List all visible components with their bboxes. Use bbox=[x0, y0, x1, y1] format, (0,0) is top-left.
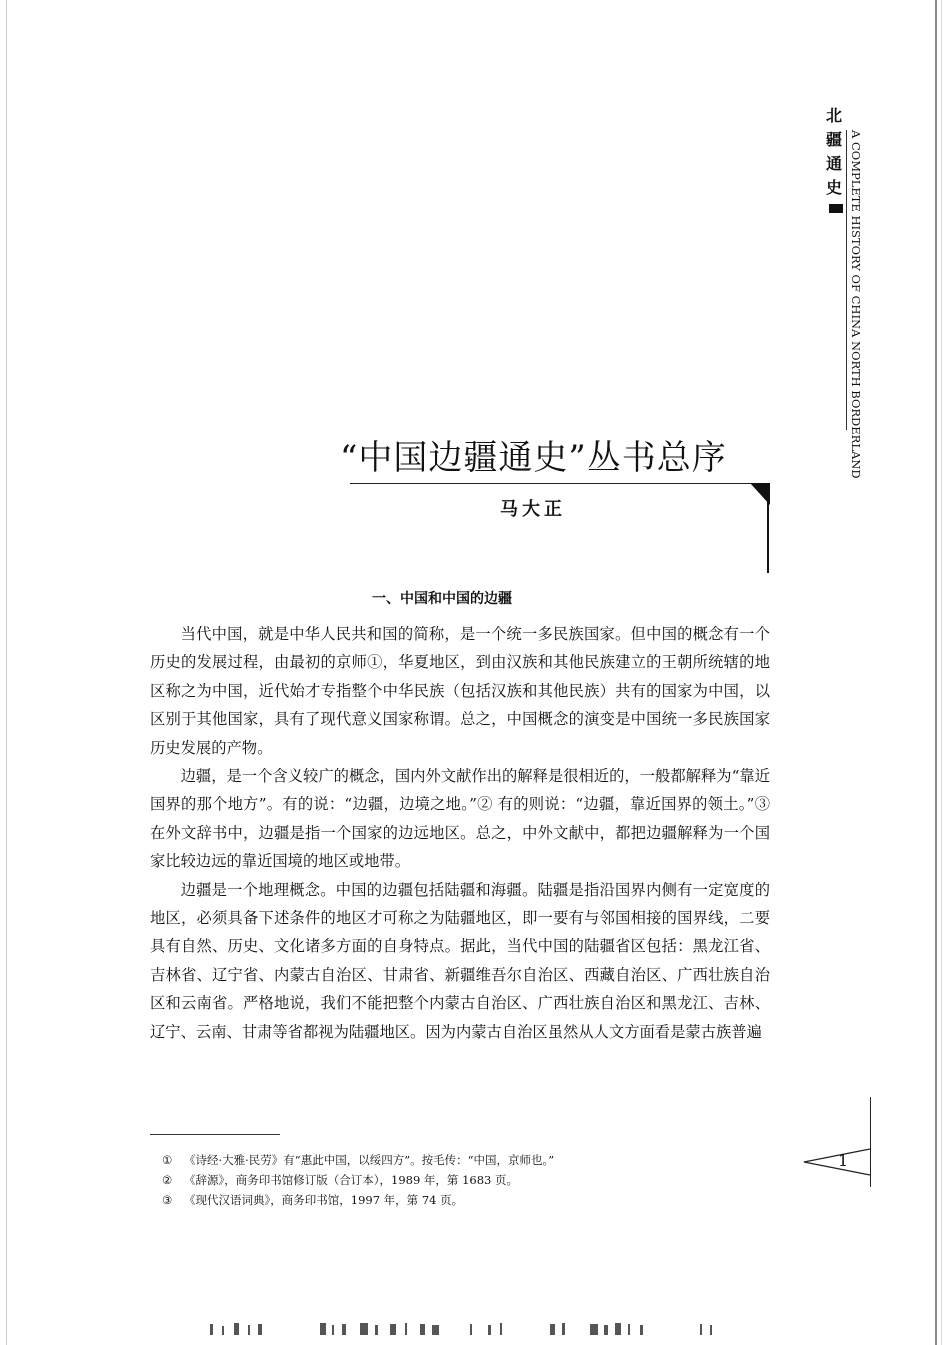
scan-edge-right bbox=[935, 0, 937, 1345]
scan-noise-strip bbox=[170, 1322, 730, 1336]
running-head-char: 史 bbox=[825, 178, 842, 197]
title-underline bbox=[350, 483, 768, 484]
page-number-arrow-icon bbox=[802, 1147, 872, 1177]
author-name: 马大正 bbox=[500, 499, 566, 520]
page-title: “中国边疆通史”丛书总序 bbox=[340, 438, 727, 478]
footnote-mark: ① bbox=[162, 1153, 173, 1167]
title-vertical-rule bbox=[767, 483, 769, 573]
running-head-char: 疆 bbox=[825, 130, 842, 149]
running-head-char: 通 bbox=[825, 154, 842, 173]
footnote bbox=[162, 1150, 722, 1170]
running-head-bar bbox=[829, 204, 843, 213]
footnote-text: 《辞源》，商务印书馆修订版（合订本），1989 年，第 1683 页。 bbox=[184, 1173, 518, 1187]
footnote-mark: ③ bbox=[162, 1193, 173, 1207]
footnote-mark: ② bbox=[162, 1173, 173, 1187]
running-head-char: 北 bbox=[825, 106, 842, 125]
footnote-text: 《诗经·大雅·民劳》有“惠此中国，以绥四方”。按毛传：“中国，京师也。” bbox=[184, 1153, 555, 1167]
running-head-cn bbox=[822, 104, 846, 200]
running-head-en bbox=[849, 130, 863, 479]
footnote-list bbox=[162, 1150, 722, 1210]
paragraph: 当代中国，就是中华人民共和国的简称，是一个统一多民族国家。但中国的概念有一个历史的发展过程，由最初的京师①，华夏地区，到由汉族和其他民族建立的王朝所统辖的地区称之为中国，近代始才专指整个中华民族（包括汉族和其他民族）共有的国家为中国，以区别于其他国家，具有了现代意义国家称谓。总之，中国概念的演变是中国统一多民族国家历史发展的产物。 bbox=[150, 625, 770, 757]
footnote bbox=[162, 1170, 722, 1190]
page-number: 1 bbox=[838, 1151, 849, 1170]
paragraph: 边疆是一个地理概念。中国的边疆包括陆疆和海疆。陆疆是指沿国界内侧有一定宽度的地区，必须具备下述条件的地区才可称之为陆疆地区，即一要有与邻国相接的国界线，二要具有自然、历史、文化诸多方面的自身特点。据此，当代中国的陆疆省区包括：黑龙江省、吉林省、辽宁省、内蒙古自治区、甘肃省、新疆维吾尔自治区、西藏自治区、广西壮族自治区和云南省。严格地说，我们不能把整个内蒙古自治区、广西壮族自治区和黑龙江、吉林、辽宁、云南、甘肃等省都视为陆疆地区。因为内蒙古自治区虽然从人文方面看是蒙古族普遍 bbox=[150, 880, 770, 1041]
running-head-en-text: A COMPLETE HISTORY OF CHINA NORTH BORDERLAND bbox=[849, 130, 863, 479]
footnote-text: 《现代汉语词典》，商务印书馆，1997 年，第 74 页。 bbox=[184, 1193, 464, 1207]
section-heading: 一、中国和中国的边疆 bbox=[372, 591, 512, 607]
body-text bbox=[150, 620, 770, 1046]
scan-edge-left bbox=[6, 0, 7, 1345]
footnote-rule bbox=[150, 1134, 280, 1135]
footnote bbox=[162, 1190, 722, 1210]
scan-edge-right-shadow bbox=[941, 0, 942, 1345]
paragraph: 边疆，是一个含义较广的概念，国内外文献作出的解释是很相近的，一般都解释为“靠近国界的那个地方”。有的说：“边疆，边境之地。”② 有的则说：“边疆，靠近国界的领土。”③ 在外文辞书中，边疆是指一个国家的边远地区。总之，中外文献中，都把边疆解释为一个国家比较边远的靠近国境的地区或地带。 bbox=[150, 767, 770, 871]
running-head-rule bbox=[846, 130, 847, 430]
